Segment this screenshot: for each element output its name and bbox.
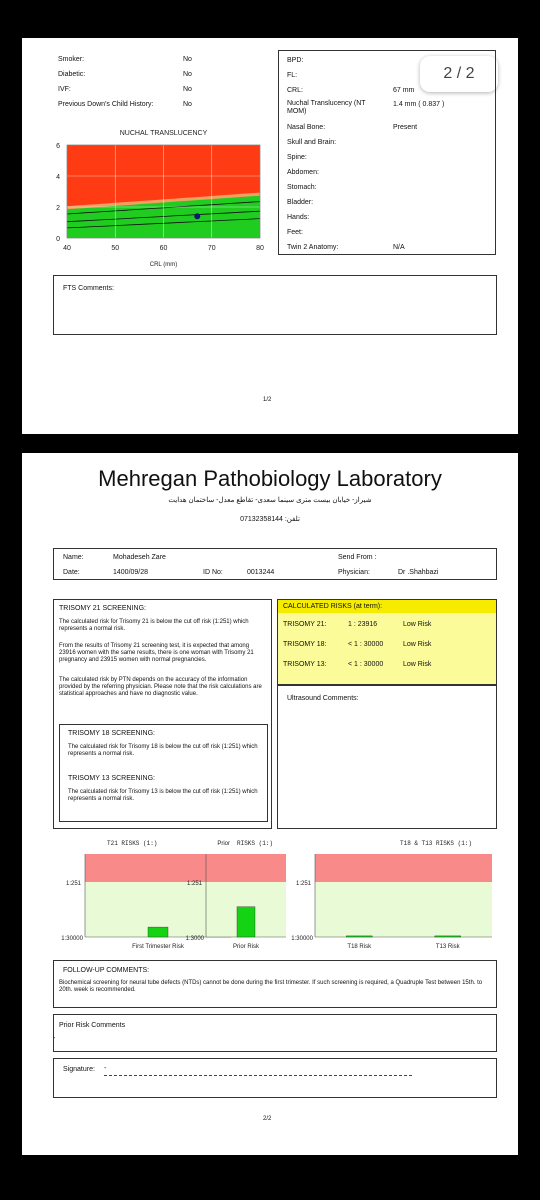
signature-label: Signature:	[63, 1066, 95, 1073]
risk-name: TRISOMY 13:	[283, 661, 327, 668]
ultrasound-label: FL:	[287, 72, 298, 79]
bottom-label: 1:3000	[185, 936, 204, 942]
name-label: Name:	[63, 554, 84, 561]
history-value: No	[183, 86, 192, 93]
risk-chart-title: T21 RISKS (1:)	[107, 840, 158, 847]
history-label: Diabetic:	[58, 71, 86, 78]
ultrasound-label: Spine:	[287, 154, 307, 161]
nt-y-tick-label: 6	[56, 143, 60, 150]
ultrasound-label: Stomach:	[287, 184, 317, 191]
nt-x-tick-label: 60	[159, 245, 168, 252]
lab-name-heading: Mehregan Pathobiology Laboratory	[98, 466, 442, 491]
ultrasound-label: Feet:	[287, 229, 303, 236]
history-value: No	[183, 71, 192, 78]
category-label: First Trimester Risk	[132, 944, 184, 950]
report-date: 1400/09/28	[113, 569, 149, 576]
risk-chart-panel	[291, 840, 492, 950]
risk-value: 1 : 23916	[348, 621, 378, 628]
history-label: Smoker:	[58, 56, 85, 63]
ultrasound-value: 67 mm	[393, 87, 415, 94]
physician-label: Physician:	[338, 569, 370, 576]
trisomy21-text-2: From the results of Trisomy 21 screening test, it is expected that among 23916 women with the same results, there is one woman with Trisomy 21 pregnancy and 23915 women with normal pregnancies.	[59, 643, 254, 663]
risk-chart-title: T18 & T13 RISKS (1:)	[400, 840, 473, 847]
history-value: No	[183, 101, 192, 108]
follow-up-text: Biochemical screening for neural tube defects (NTDs) cannot be done during the first trimester. If such screening is required, a Quadruple Test between 15th. to 20th. week is recommended.	[59, 980, 483, 993]
ultrasound-label: Twin 2 Anatomy:	[287, 244, 339, 251]
risk-bar	[346, 936, 372, 937]
ultrasound-label: Nuchal Translucency (NT MOM)	[287, 100, 366, 115]
ultrasound-label: Skull and Brain:	[287, 139, 337, 146]
trisomy18-13-screening-box	[59, 724, 268, 822]
signature-value: -	[104, 1065, 107, 1072]
send-from-label: Send From :	[338, 554, 377, 561]
nuchal-translucency-chart	[48, 124, 272, 274]
prior-risk-comments-value: -	[53, 1035, 56, 1042]
page-indicator-badge[interactable]: 2 / 2	[420, 56, 498, 92]
follow-up-title: FOLLOW-UP COMMENTS:	[63, 967, 150, 974]
fts-comments-box	[53, 275, 497, 335]
ultrasound-label: Bladder:	[287, 199, 314, 206]
risk-value: < 1 : 30000	[348, 641, 384, 648]
ultrasound-label: Hands:	[287, 214, 310, 221]
bottom-label: 1:30000	[61, 936, 83, 942]
nt-y-tick-label: 2	[56, 205, 60, 212]
trisomy21-title: TRISOMY 21 SCREENING:	[59, 605, 147, 612]
ultrasound-findings-box	[278, 50, 496, 255]
nt-x-tick-label: 70	[207, 245, 216, 252]
trisomy21-text-1: The calculated risk for Trisomy 21 is below the cut off risk (1:251) which represents a normal risk.	[59, 619, 249, 632]
risk-value: < 1 : 30000	[348, 661, 384, 668]
ultrasound-value: 1.4 mm ( 0.837 )	[393, 101, 445, 108]
history-value: No	[183, 56, 192, 63]
nt-x-axis-label: CRL (mm)	[149, 262, 178, 268]
fts-comments-label: FTS Comments:	[63, 285, 114, 292]
risk-chart-title: RISKS (1:)	[237, 840, 274, 847]
high-risk-zone	[315, 854, 492, 882]
risk-chart-title-prefix: Prior	[217, 841, 230, 847]
trisomy13-title: TRISOMY 13 SCREENING:	[68, 775, 156, 782]
physician-name: Dr .Shahbazi	[398, 569, 439, 576]
lab-phone: تلفن: 07132358144	[240, 516, 300, 523]
risk-result: Low Risk	[403, 621, 432, 628]
nt-patient-point	[194, 213, 200, 219]
cutoff-label: 1:251	[295, 881, 311, 887]
nt-y-tick-label: 0	[56, 236, 60, 243]
category-label: Prior Risk	[232, 944, 260, 950]
signature-box	[53, 1058, 497, 1098]
history-label: Previous Down's Child History:	[58, 101, 154, 108]
risk-bar-charts	[50, 832, 500, 956]
nt-chart-title: NUCHAL TRANSLUCENCY	[119, 130, 208, 137]
history-label: IVF:	[58, 86, 71, 93]
signature-line	[104, 1075, 412, 1076]
page-number-1: 1/2	[263, 397, 272, 403]
nt-x-tick-label: 40	[63, 245, 71, 252]
risk-name: TRISOMY 21:	[283, 621, 327, 628]
ultrasound-value: N/A	[393, 244, 405, 251]
trisomy18-text: The calculated risk for Trisomy 18 is below the cut off risk (1:251) which represents a normal risk.	[68, 744, 258, 757]
prior-risk-comments-label: Prior Risk Comments	[59, 1022, 126, 1029]
category-label: T18 Risk	[347, 944, 372, 950]
risk-result: Low Risk	[403, 641, 432, 648]
date-label: Date:	[63, 569, 80, 576]
category-label: T13 Risk	[435, 944, 460, 950]
trisomy18-title: TRISOMY 18 SCREENING:	[68, 730, 156, 737]
prior-risk-comments-box	[53, 1014, 497, 1052]
trisomy13-text: The calculated risk for Trisomy 13 is below the cut off risk (1:251) which represents a normal risk.	[68, 789, 258, 802]
risk-bar	[237, 907, 255, 937]
high-risk-zone	[206, 854, 286, 882]
cutoff-label: 1:251	[65, 881, 81, 887]
nt-x-tick-label: 80	[256, 245, 264, 252]
patient-name: Mohadeseh Zare	[113, 554, 166, 561]
low-risk-zone	[315, 882, 492, 937]
nt-y-tick-label: 4	[56, 174, 60, 181]
risk-bar	[148, 927, 168, 937]
cutoff-label: 1:251	[186, 881, 202, 887]
ultrasound-label: Abdomen:	[287, 169, 319, 176]
risk-bar	[435, 936, 461, 937]
ultrasound-label: Nasal Bone:	[287, 124, 326, 131]
lab-address: شیراز- خیابان بیست متری سینما سعدی- تقاطع معدل- ساختمان هدایت	[168, 497, 372, 504]
ultrasound-comments-box	[277, 685, 497, 829]
bottom-label: 1:30000	[291, 936, 313, 942]
ultrasound-value: Present	[393, 124, 418, 131]
page-number-2: 2/2	[263, 1116, 272, 1122]
risk-result: Low Risk	[403, 661, 432, 668]
trisomy21-text-3: The calculated risk by PTN depends on the accuracy of the information provided by the referring physician. Please note that the risk calculations are statistical approaches and have no diagnostic value.	[59, 677, 262, 697]
nt-x-tick-label: 50	[111, 245, 120, 252]
ultrasound-comments-label: Ultrasound Comments:	[287, 695, 359, 702]
ultrasound-label: CRL:	[287, 87, 303, 94]
risk-chart-panel	[61, 840, 231, 950]
patient-id: 0013244	[247, 569, 275, 576]
id-label: ID No:	[203, 569, 223, 576]
calculated-risks-title: CALCULATED RISKS (at term):	[283, 603, 383, 610]
ultrasound-label: BPD:	[287, 57, 304, 64]
risk-name: TRISOMY 18:	[283, 641, 327, 648]
